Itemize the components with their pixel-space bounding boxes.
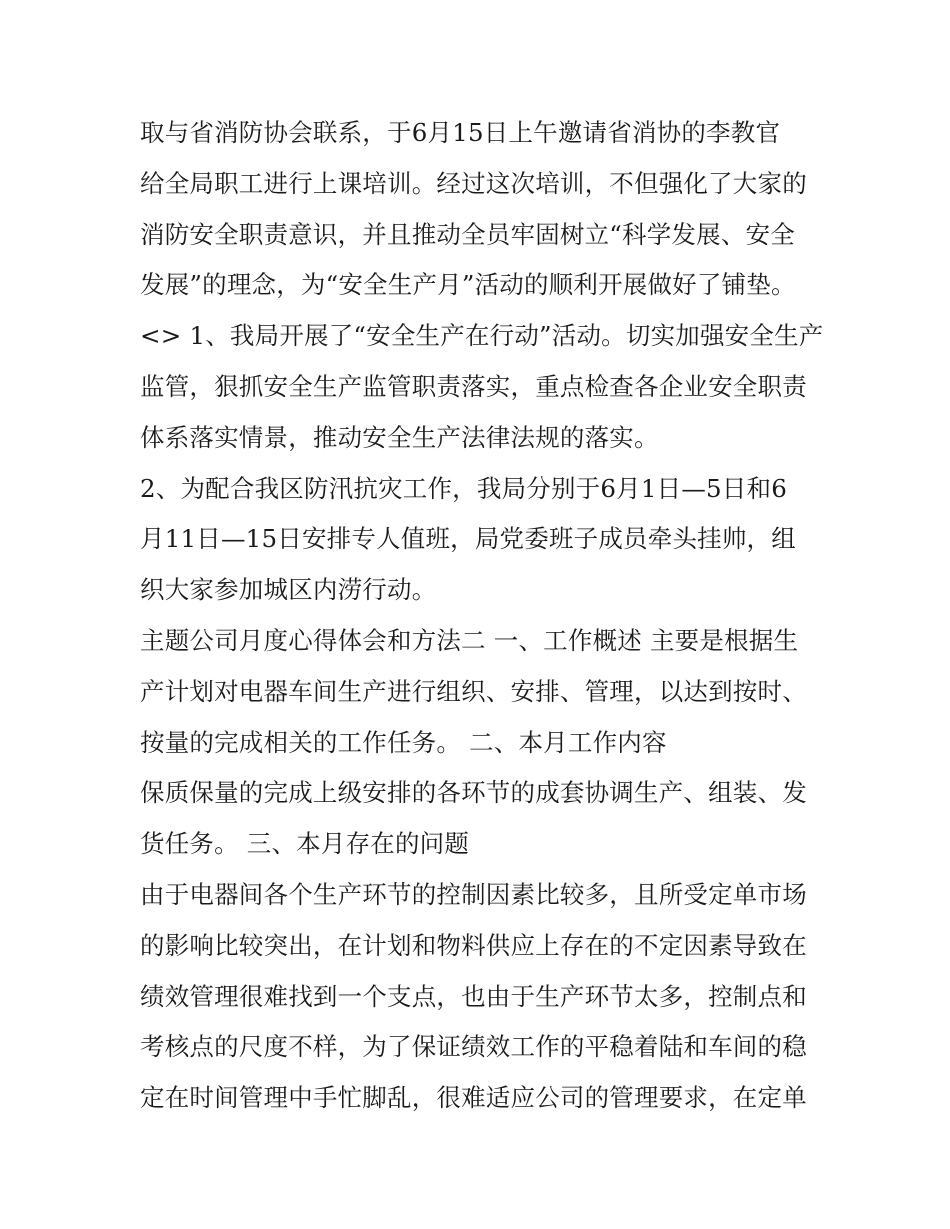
text-line: 织大家参加城区内涝行动。 bbox=[140, 575, 437, 605]
text-line: 体系落实情景，推动安全生产法律法规的落实。 bbox=[140, 422, 659, 452]
text-line: <> 1、我局开展了“安全生产在行动”活动。切实加强安全生产 bbox=[140, 321, 824, 351]
text-line: 月11日—15日安排专人值班，局党委班子成员牵头挂帅，组 bbox=[140, 524, 796, 554]
text-line: 按量的完成相关的工作任务。 二、本月工作内容 bbox=[140, 727, 667, 757]
text-line: 绩效管理很难找到一个支点，也由于生产环节太多，控制点和 bbox=[140, 981, 807, 1011]
text-line: 消防安全职责意识，并且推动全员牢固树立“科学发展、安全 bbox=[140, 219, 795, 249]
text-line: 给全局职工进行上课培训。经过这次培训，不但强化了大家的 bbox=[140, 168, 807, 198]
text-line: 定在时间管理中手忙脚乱，很难适应公司的管理要求，在定单 bbox=[140, 1083, 807, 1113]
text-line: 监管，狠抓安全生产监管职责落实，重点检查各企业安全职责 bbox=[140, 371, 807, 401]
text-line: 考核点的尺度不样，为了保证绩效工作的平稳着陆和车间的稳 bbox=[140, 1032, 807, 1062]
text-line: 2、为配合我区防汛抗灾工作，我局分别于6月1日—5日和6 bbox=[140, 473, 788, 503]
text-line: 取与省消防协会联系，于6月15日上午邀请省消协的李教官 bbox=[140, 118, 781, 147]
text-line: 货任务。 三、本月存在的问题 bbox=[140, 829, 470, 859]
text-line: 的影响比较突出，在计划和物料供应上存在的不定因素导致在 bbox=[140, 930, 807, 960]
body-text bbox=[140, 108, 824, 1124]
text-line: 由于电器间各个生产环节的控制因素比较多，且所受定单市场 bbox=[140, 879, 807, 909]
text-line: 产计划对电器车间生产进行组织、安排、管理，以达到按时、 bbox=[140, 676, 807, 706]
text-line: 主题公司月度心得体会和方法二 一、工作概述 主要是根据生 bbox=[140, 625, 799, 655]
text-line: 发展”的理念，为“安全生产月”活动的顺利开展做好了铺垫。 bbox=[140, 270, 796, 300]
text-line: 保质保量的完成上级安排的各环节的成套协调生产、组装、发 bbox=[140, 778, 807, 808]
